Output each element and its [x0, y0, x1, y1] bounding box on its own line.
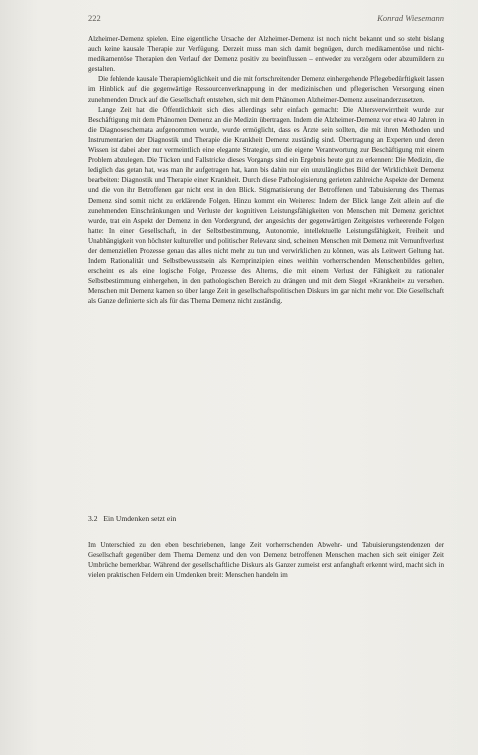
running-header	[88, 13, 444, 27]
section-heading	[88, 514, 444, 523]
paragraph: Im Unterschied zu den eben beschriebenen, lange Zeit vorherrschenden Abwehr- und Tabuisierungstendenzen der Gesellschaft gegenüber dem Thema Demenz und den von Demenz betroffenen Menschen machen sich seit einiger Zeit Umbrüche bemerkbar. Während der gesellschaftliche Diskurs als Ganzer zumeist erst anfanghaft erkennt wird, macht sich in vielen praktischen Feldern ein Umdenken breit: Menschen handeln im	[88, 541, 444, 580]
page-number: 222	[88, 13, 101, 23]
section-title: Ein Umdenken setzt ein	[103, 514, 177, 523]
paragraph: Alzheimer-Demenz spielen. Eine eigentliche Ursache der Alzheimer-Demenz ist noch nicht bekannt und so steht bislang auch keine kausale Therapie zur Verfügung. Derzeit muss man sich damit begnügen, durch medikamentöse und nicht-medikamentöse Therapien den Verlauf der Demenz positiv zu beeinflussen – entweder zu verzögern oder abzumildern zu gestalten.	[88, 35, 444, 74]
section-number: 3.2	[88, 514, 98, 523]
paragraph: Die fehlende kausale Therapiemöglichkeit und die mit fortschreitender Demenz einhergehende Pflegebedürftigkeit lassen im Hinblick auf die gegenwärtige Ressourcenverknappung in der medizinischen und pflegerischen Versorgung einen zunehmenden Druck auf die Gesellschaft entstehen, sich mit dem Phänomen Alzheimer-Demenz auseinanderzusetzen.	[88, 75, 444, 104]
body-text-continued	[88, 540, 444, 580]
paragraph: Lange Zeit hat die Öffentlichkeit sich dies allerdings sehr einfach gemacht: Die Altersverwirrtheit wurde zur Beschäftigung mit dem Phänomen Demenz an die Medizin übertragen. Indem die Alzheimer-Demenz vor etwa 40 Jahren in die Diagnoseschemata aufgenommen wurde, wurde ermöglicht, dass es Ärzte sein sollten, die mit ihren Methoden und Instrumentarien der Diagnostik und Therapie die Krankheit Demenz zuständig sind. Übertragung an Experten und deren Wissen ist dabei aber nur vermeintlich eine elegante Strategie, um die eigene Verantwortung zur Beschäftigung mit einem Problem abzulegen. Die Tücken und Fallstricke dieses Vorgangs sind ein Ergebnis heute gut zu erkennen: Die Medizin, die lediglich das getan hat, was man ihr aufgetragen hat, kann bis dahin nur ein unzulängliches Bild der Wirklichkeit Demenz bearbeiten: Diagnostik und Therapie einer Krankheit. Durch diese Pathologisierung gerieten zahlreiche Aspekte der Demenz und die von ihr Betroffenen gar nicht erst in den Blick. Stigmatisierung der Betroffenen und Tabuisierung des Themas Demenz sind somit nicht zu erklärende Folgen. Hinzu kommt ein Weiteres: Indem der Blick lange Zeit allein auf die zunehmenden Einschränkungen und Verluste der kognitiven Leistungsfähigkeiten von Menschen mit Demenz gerichtet wurde, trat ein Aspekt der Demenz in den Vordergrund, der angesichts der gegenwärtigen Zeitgeistes verheerende Folgen hatte: In einer Gesellschaft, in der Selbstbestimmung, Autonomie, intellektuelle Leistungsfähigkeit, Freiheit und Unabhängigkeit von höchster kultureller und politischer Relevanz sind, scheinen Menschen mit Demenz mit Vernunftverlust der demenziellen Prozesse genau das alles nicht mehr zu tun und verwirklichen zu können, was als Leitwert Geltung hat. Indem Rationalität und Selbstbewusstsein als Kernprinzipien eines weithin vorherrschenden Menschenbildes gelten, erscheint es als eine logische Folge, Prozesse des Alterns, die mit einem Verlust der Fähigkeit zu rationaler Selbstbestimmung einhergehen, in den pathologischen Bereich zu drängen und mit dem Siegel »Krankheit« zu versehen. Menschen mit Demenz kamen so über lange Zeit in gesellschaftspolitischen Diskurs im gar nicht mehr vor. Die Gesellschaft als Ganze definierte sich als für das Thema Demenz nicht zuständig.	[88, 105, 444, 306]
body-text	[88, 34, 444, 307]
running-author: Konrad Wiesemann	[377, 13, 444, 23]
